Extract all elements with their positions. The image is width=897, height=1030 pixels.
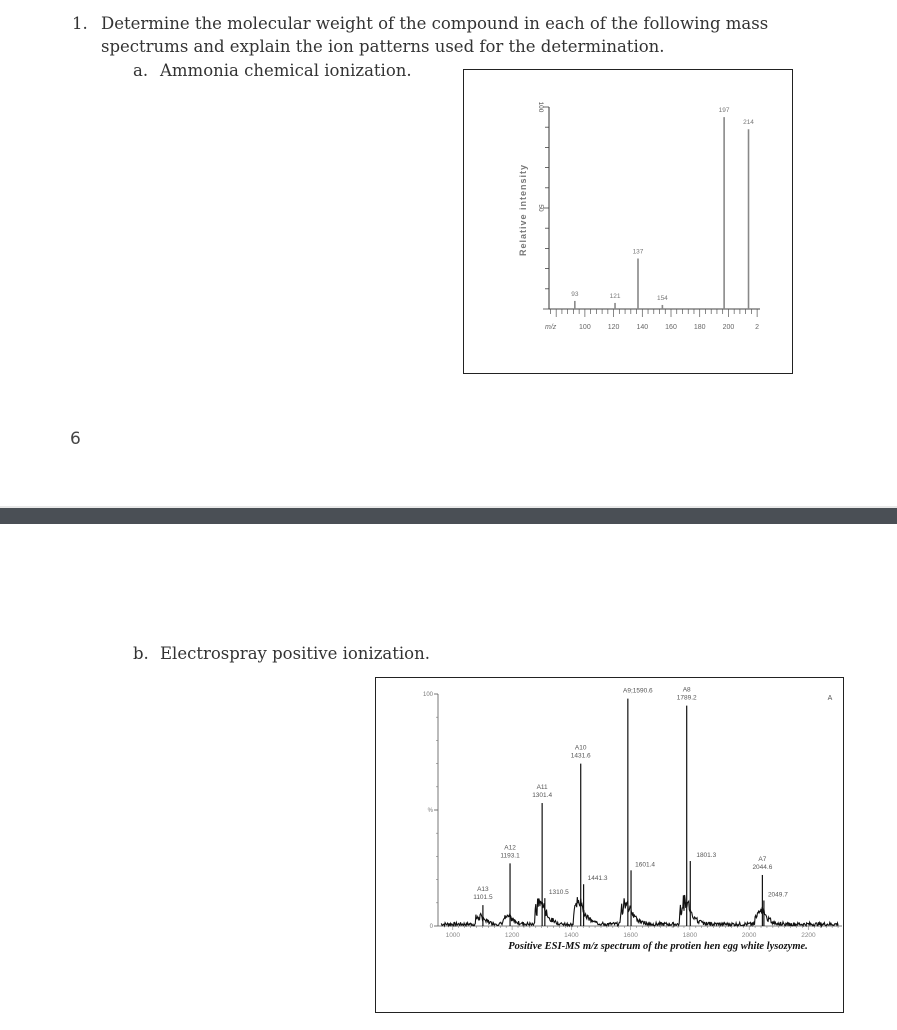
- peak-label: A8: [682, 686, 691, 694]
- part-a-text: Ammonia chemical ionization.: [160, 61, 412, 80]
- x-tick-label: 1400: [564, 932, 579, 939]
- x-tick-label: 2: [755, 324, 760, 331]
- corner-label: A: [827, 695, 833, 702]
- x-tick-label: 2000: [741, 932, 757, 939]
- part-a-label: a.: [133, 61, 149, 80]
- peak-label-197: 197: [718, 107, 730, 115]
- x-tick-label: 1200: [504, 932, 520, 939]
- peak-label: 2049.7: [767, 891, 788, 899]
- peak-label: 1601.4: [635, 861, 655, 869]
- peak-label: 1310.5: [548, 889, 569, 897]
- peak-label: A9;1590.6: [623, 687, 653, 695]
- y-tick-label: 100: [422, 692, 433, 698]
- part-b-text: Electrospray positive ionization.: [160, 644, 430, 663]
- spectrum-a-frame: [463, 69, 793, 374]
- spectrum-caption: Positive ESI-MS m/z spectrum of the protien hen egg white lysozyme.: [508, 941, 808, 952]
- x-tick-label: 120: [607, 324, 620, 331]
- peak-label: 1789.2: [676, 694, 697, 702]
- peak-label: 1441.3: [587, 875, 608, 883]
- spectrum-a-chart: [464, 70, 792, 373]
- page-number: 6: [70, 429, 81, 449]
- peak-label-121: 121: [609, 292, 621, 300]
- peak-label: A11: [536, 784, 548, 792]
- y-tick-label: 100: [537, 101, 544, 113]
- peak-label: 2044.6: [752, 863, 773, 871]
- peak-label-154: 154: [656, 294, 668, 302]
- spectrum-b-frame: [375, 677, 844, 1013]
- x-tick-label: 140: [636, 324, 649, 331]
- y-tick-label: 0: [429, 924, 433, 930]
- peak-label: A7: [758, 855, 767, 863]
- peak-label: 1301.4: [532, 792, 553, 800]
- peak-label: 1101.5: [473, 894, 493, 902]
- peak-label: 1801.3: [696, 852, 717, 860]
- question-line-2: spectrums and explain the ion patterns used for the determination.: [101, 37, 665, 56]
- page-divider: [0, 506, 897, 524]
- spectrum-b-chart: [376, 678, 843, 1012]
- question-line-1: Determine the molecular weight of the compound in each of the following mass: [101, 14, 769, 33]
- x-tick-label: 1800: [682, 932, 698, 939]
- peak-label-137: 137: [632, 248, 644, 256]
- part-b-label: b.: [133, 644, 149, 663]
- x-tick-label: 100: [579, 324, 591, 331]
- x-tick-label: 180: [693, 324, 706, 331]
- x-tick-label: 160: [665, 324, 677, 331]
- y-tick-label: %: [427, 808, 433, 814]
- x-tick-label: 2200: [801, 932, 816, 939]
- x-axis-label: m/z: [545, 324, 557, 331]
- peak-label-214: 214: [743, 119, 754, 127]
- x-tick-label: 200: [722, 324, 735, 331]
- peak-label: A10: [574, 744, 587, 752]
- y-tick-label: 50: [537, 204, 544, 212]
- question-number: 1.: [72, 14, 88, 33]
- peak-label: A12: [504, 844, 516, 852]
- peak-label: 1193.1: [500, 852, 520, 860]
- peak-label-93: 93: [571, 290, 579, 298]
- y-axis-label: Relative intensity: [518, 163, 528, 257]
- x-tick-label: 1600: [623, 932, 638, 939]
- x-tick-label: 1000: [445, 932, 461, 939]
- peak-label: 1431.6: [570, 752, 591, 760]
- baseline-noise-trace: [441, 895, 838, 926]
- peak-label: A13: [477, 886, 489, 894]
